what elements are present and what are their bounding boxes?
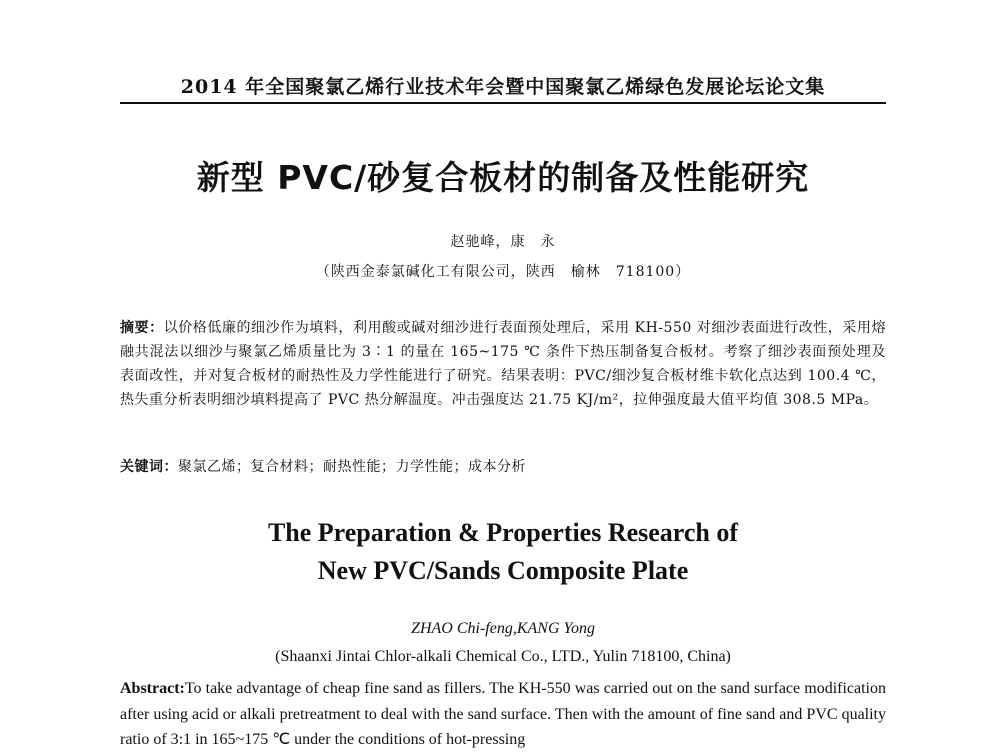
- paper-title-en-line2: New PVC/Sands Composite Plate: [317, 556, 689, 585]
- header-rule: [120, 102, 886, 104]
- abstract-en: [120, 676, 886, 753]
- affiliation-en: (Shaanxi Jintai Chlor-alkali Chemical Co., LTD., Yulin 718100, China): [275, 648, 731, 665]
- paper-title-en-line1: The Preparation & Properties Research of: [267, 518, 739, 547]
- abstract-cn: [120, 316, 886, 412]
- abstract-cn-text: 以价格低廉的细沙作为填料，利用酸或碱对细沙进行表面预处理后，采用 KH-550 对细沙表面进行改性，采用熔融共混法以细沙与聚氯乙烯质量比为 3∶1 的量在 165~175 ℃ 条件下热压制备复合板材。考察了细沙表面预处理及表面改性，并对复合板材的耐热性及力学性能进行了研究。结果表明：PVC/细沙复合板材维卡软化点达到 100.4 ℃，热失重分析表明细沙填料提高了 PVC 热分解温度。冲击强度达 21.75 KJ/m²，拉伸强度最大值平均值 308.5 MPa。: [120, 320, 886, 408]
- paper-title-en: [120, 514, 886, 590]
- paper-title-cn: 新型 PVC/砂复合板材的制备及性能研究: [196, 158, 810, 197]
- authors-cn: 赵驰峰，康 永: [450, 234, 556, 250]
- affiliation-cn: （陕西金泰氯碱化工有限公司，陕西 榆林 718100）: [315, 264, 691, 280]
- abstract-en-label: Abstract:: [120, 680, 185, 697]
- keywords-cn-text: 聚氯乙烯；复合材料；耐热性能；力学性能；成本分析: [178, 459, 526, 475]
- running-header: 2014 年全国聚氯乙烯行业技术年会暨中国聚氯乙烯绿色发展论坛论文集: [180, 76, 826, 98]
- keywords-cn: [120, 455, 886, 479]
- authors-en: ZHAO Chi-feng,KANG Yong: [411, 620, 595, 637]
- abstract-cn-label: 摘要：: [120, 320, 164, 336]
- keywords-cn-label: 关键词：: [120, 459, 178, 475]
- abstract-en-text: To take advantage of cheap fine sand as fillers. The KH-550 was carried out on the sand surface modification after using acid or alkali pretreatment to deal with the sand surface. Then with the amount of fine sand and PVC quality ratio of 3:1 in 165~175 ℃ under the conditions of hot-pressing: [120, 680, 886, 748]
